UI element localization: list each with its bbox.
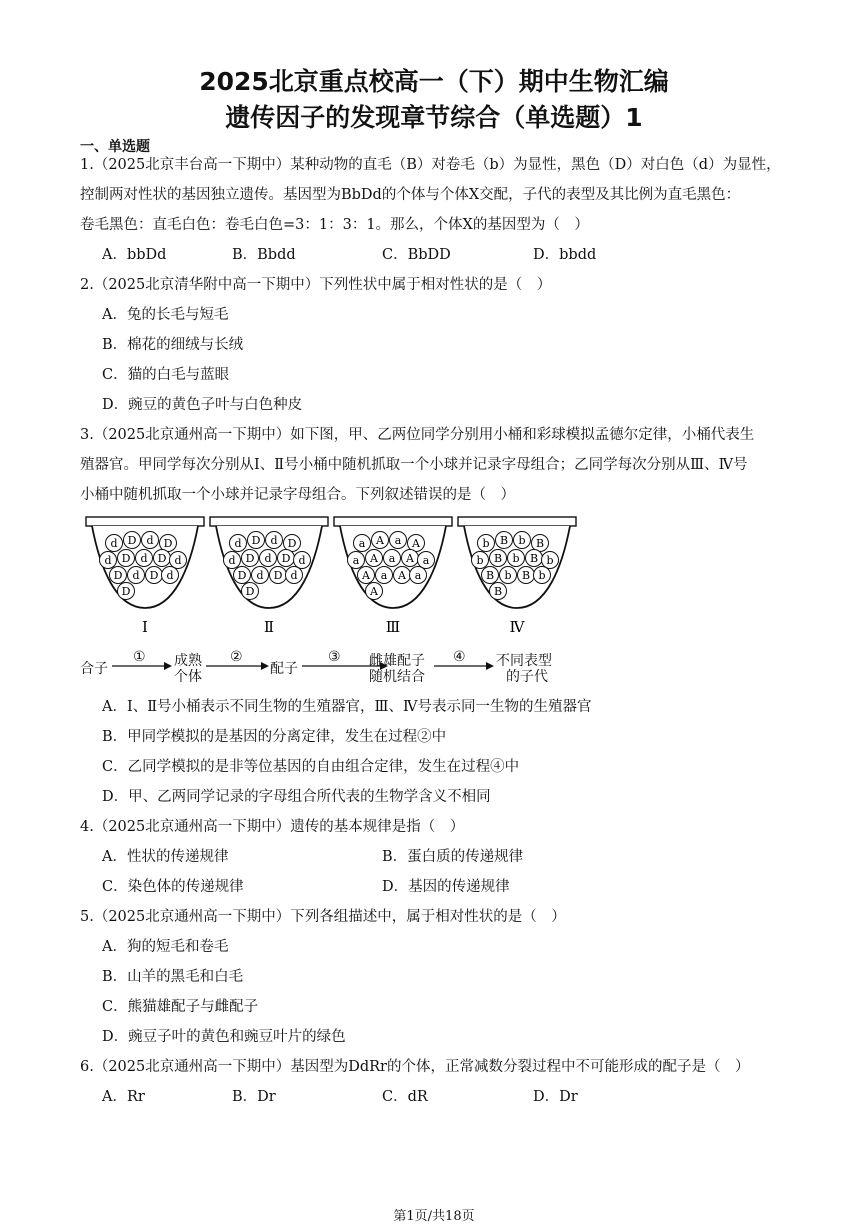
ball-label: b — [546, 554, 554, 567]
q5-option-b: B．山羊的黑毛和白毛 — [102, 969, 244, 985]
flow-arrowhead-4 — [486, 662, 494, 670]
q3-option-c: C．乙同学模拟的是非等位基因的自由组合定律，发生在过程④中 — [102, 759, 520, 775]
ball-label: B — [535, 537, 545, 550]
bucket-label: Ⅰ — [142, 618, 148, 636]
ball-label: d — [290, 569, 298, 582]
q6-option-a: A．Rr — [102, 1089, 145, 1105]
ball-label: d — [234, 537, 242, 550]
ball-label: d — [270, 534, 278, 547]
q5-option-c: C．熊猫雄配子与雌配子 — [102, 999, 259, 1015]
bucket-1 — [86, 517, 204, 636]
q3-option-d: D．甲、乙两同学记录的字母组合所代表的生物学含义不相同 — [102, 789, 491, 805]
page-title-line2: 遗传因子的发现章节综合（单选题）1 — [225, 103, 643, 132]
flow-node-offspring-2: 的子代 — [506, 669, 548, 685]
bucket-label: Ⅳ — [509, 618, 525, 636]
ball-label: a — [358, 537, 366, 550]
flow-step-2: ② — [230, 649, 243, 665]
ball-label: a — [352, 554, 360, 567]
q1-option-a: A．bbDd — [102, 247, 167, 263]
bucket-lid — [86, 517, 204, 526]
bucket-2 — [210, 517, 328, 636]
q3-line1: 3.（2025北京通州高一下期中）如下图，甲、乙两位同学分别用小桶和彩球模拟孟德尔定律，小桶代表生 — [80, 427, 755, 443]
flow-step-4: ④ — [453, 649, 466, 665]
ball-label: d — [174, 554, 182, 567]
ball-label: d — [132, 569, 140, 582]
ball-label: B — [493, 552, 503, 565]
ball-label: a — [388, 552, 396, 565]
q3-option-a: A．Ⅰ、Ⅱ号小桶表示不同生物的生殖器官，Ⅲ、Ⅳ号表示同一生物的生殖器官 — [102, 699, 592, 715]
flow-node-adult-2: 个体 — [174, 669, 202, 685]
ball-label: A — [370, 585, 378, 598]
ball-label: b — [476, 554, 484, 567]
ball-label: d — [110, 537, 118, 550]
ball-label: D — [127, 534, 137, 547]
q6-option-d: D．Dr — [533, 1089, 578, 1105]
q1-option-d: D．bbdd — [533, 247, 597, 263]
ball-label: D — [113, 569, 123, 582]
ball-label: D — [245, 552, 255, 565]
q5-option-d: D．豌豆子叶的黄色和豌豆叶片的绿色 — [102, 1029, 346, 1045]
flow-step-3: ③ — [328, 649, 341, 665]
ball-label: d — [256, 569, 264, 582]
q3-line3: 小桶中随机抓取一个小球并记录字母组合。下列叙述错误的是（ ） — [80, 487, 515, 503]
ball-label: A — [398, 569, 406, 582]
ball-label: b — [538, 569, 546, 582]
page-footer: 第1页/共18页 — [393, 1209, 475, 1224]
bucket-3 — [334, 517, 452, 636]
ball-label: d — [140, 552, 148, 565]
page-title-line1: 2025北京重点校高一（下）期中生物汇编 — [199, 67, 669, 96]
ball-label: B — [485, 569, 495, 582]
ball-label: D — [281, 552, 291, 565]
ball-label: D — [245, 585, 255, 598]
q2-line1: 2.（2025北京清华附中高一下期中）下列性状中属于相对性状的是（ ） — [80, 277, 552, 293]
q3-option-b: B．甲同学模拟的是基因的分离定律，发生在过程②中 — [102, 729, 447, 745]
bucket-4 — [458, 517, 576, 636]
ball-label: a — [422, 554, 430, 567]
q2-option-b: B．棉花的细绒与长绒 — [102, 337, 244, 353]
bucket-label: Ⅲ — [385, 618, 401, 636]
ball-label: B — [529, 552, 539, 565]
ball-label: D — [287, 537, 297, 550]
ball-label: d — [166, 569, 174, 582]
ball-label: d — [298, 554, 306, 567]
ball-label: D — [273, 569, 283, 582]
ball-label: A — [412, 537, 420, 550]
ball-label: A — [362, 569, 370, 582]
bucket-lid — [458, 517, 576, 526]
flow-node-gamete: 配子 — [270, 661, 298, 677]
ball-label: d — [146, 534, 154, 547]
q3-line2: 殖器官。甲同学每次分别从Ⅰ、Ⅱ号小桶中随机抓取一个小球并记录字母组合；乙同学每次分别从Ⅲ、Ⅳ号 — [80, 457, 748, 473]
q4-option-b: B．蛋白质的传递规律 — [382, 849, 524, 865]
ball-label: B — [493, 585, 503, 598]
ball-label: D — [163, 537, 173, 550]
q1-line2: 控制两对性状的基因独立遗传。基因型为BbDd的个体与个体X交配，子代的表型及其比例为直毛黑色： — [80, 187, 741, 203]
ball-label: B — [521, 569, 531, 582]
ball-label: D — [121, 552, 131, 565]
q5-line1: 5.（2025北京通州高一下期中）下列各组描述中，属于相对性状的是（ ） — [80, 909, 566, 925]
ball-label: D — [251, 534, 261, 547]
q4-line1: 4.（2025北京通州高一下期中）遗传的基本规律是指（ ） — [80, 819, 465, 835]
ball-label: d — [228, 554, 236, 567]
ball-label: A — [376, 534, 384, 547]
ball-label: a — [380, 569, 388, 582]
q2-option-c: C．猫的白毛与蓝眼 — [102, 367, 230, 383]
q1-line3: 卷毛黑色：直毛白色：卷毛白色=3：1：3：1。那么，个体X的基因型为（ ） — [80, 217, 589, 233]
flow-node-fertilization-2: 随机结合 — [369, 669, 425, 685]
flow-arrowhead-1 — [164, 662, 172, 670]
bucket-lid — [334, 517, 452, 526]
ball-label: b — [512, 552, 520, 565]
q4-option-c: C．染色体的传递规律 — [102, 879, 244, 895]
ball-label: A — [370, 552, 378, 565]
flow-node-adult-1: 成熟 — [174, 653, 202, 669]
q2-option-d: D．豌豆的黄色子叶与白色种皮 — [102, 397, 303, 413]
q6-line1: 6.（2025北京通州高一下期中）基因型为DdRr的个体，正常减数分裂过程中不可能形成的配子是（ ） — [80, 1059, 750, 1075]
flow-chart — [80, 649, 552, 685]
q6-option-b: B．Dr — [232, 1089, 276, 1105]
ball-label: B — [499, 534, 509, 547]
ball-label: a — [394, 534, 402, 547]
q4-option-d: D．基因的传递规律 — [382, 879, 510, 895]
bucket-flow-diagram — [78, 508, 638, 698]
ball-label: D — [121, 585, 131, 598]
q5-option-a: A．狗的短毛和卷毛 — [102, 939, 229, 955]
ball-label: D — [157, 552, 167, 565]
flow-arrowhead-2 — [261, 662, 269, 670]
ball-label: D — [237, 569, 247, 582]
q1-option-c: C．BbDD — [382, 247, 451, 263]
q1-option-b: B．Bbdd — [232, 247, 296, 263]
flow-node-fertilization-1: 雌雄配子 — [369, 653, 425, 669]
ball-label: b — [482, 537, 490, 550]
q4-option-a: A．性状的传递规律 — [102, 849, 229, 865]
q2-option-a: A．兔的长毛与短毛 — [102, 307, 229, 323]
q6-option-c: C．dR — [382, 1089, 428, 1105]
ball-label: b — [504, 569, 512, 582]
ball-label: A — [406, 552, 414, 565]
q1-line1: 1.（2025北京丰台高一下期中）某种动物的直毛（B）对卷毛（b）为显性，黑色（D）对白色（d）为显性， — [80, 157, 781, 173]
flow-node-offspring-1: 不同表型 — [496, 653, 552, 669]
ball-label: a — [414, 569, 422, 582]
bucket-lid — [210, 517, 328, 526]
ball-label: b — [518, 534, 526, 547]
flow-node-zygote: 合子 — [80, 661, 108, 677]
section-title: 一、单选题 — [80, 139, 150, 155]
bucket-label: Ⅱ — [263, 618, 275, 636]
ball-label: d — [104, 554, 112, 567]
flow-step-1: ① — [133, 649, 146, 665]
ball-label: d — [264, 552, 272, 565]
ball-label: D — [149, 569, 159, 582]
